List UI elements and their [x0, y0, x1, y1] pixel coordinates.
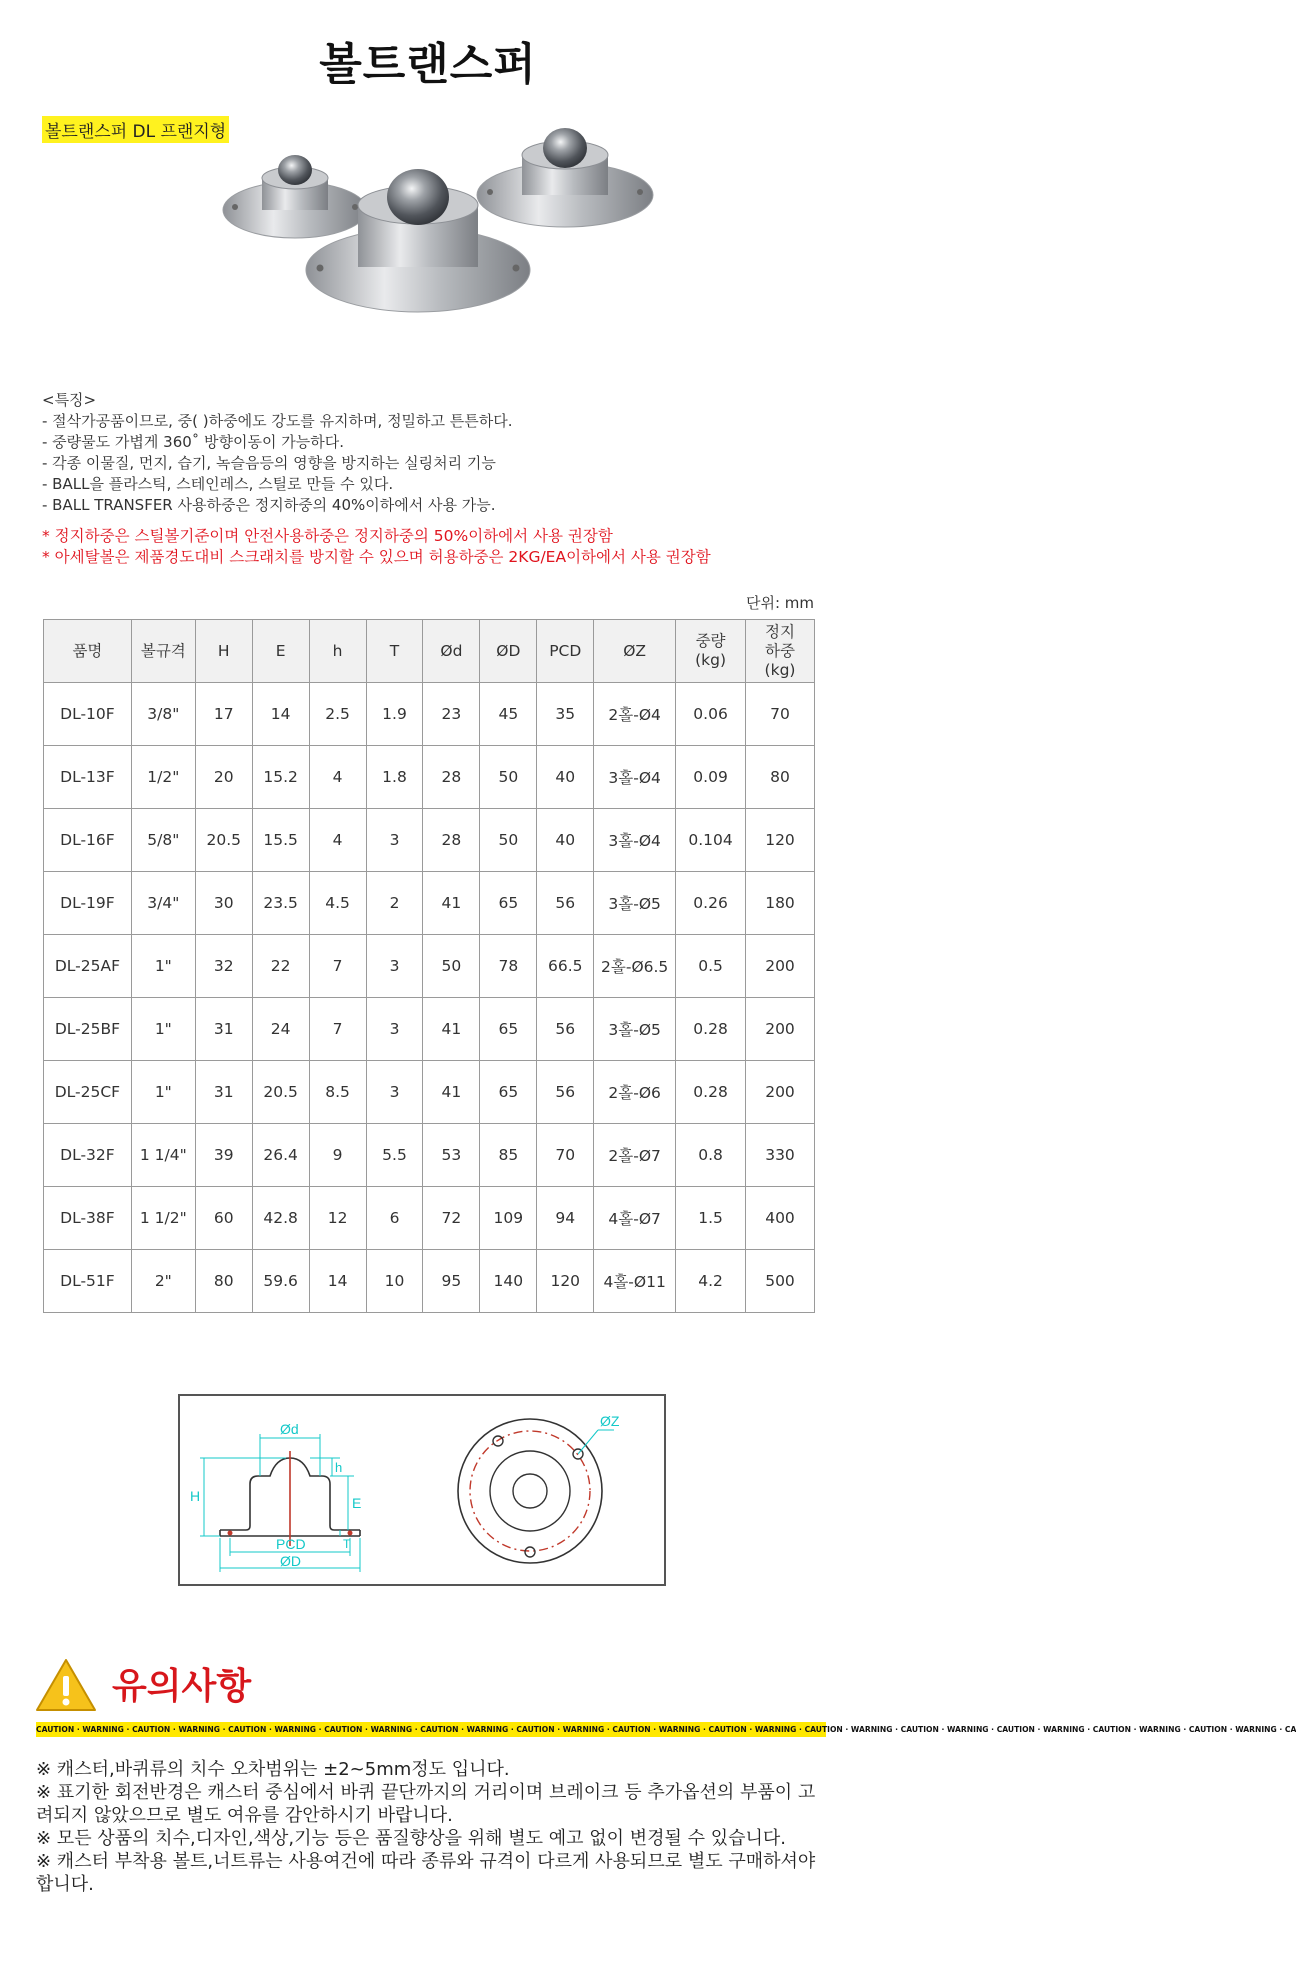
table-cell: 56 [537, 872, 594, 935]
table-cell: DL-51F [44, 1250, 132, 1313]
table-cell: 0.8 [676, 1124, 746, 1187]
dimension-diagram [178, 1394, 666, 1586]
product-subtitle: 볼트랜스퍼 DL 프랜지형 [42, 116, 229, 143]
table-cell: 1 1/2" [131, 1187, 195, 1250]
table-cell: 50 [480, 809, 537, 872]
table-cell: 42.8 [252, 1187, 309, 1250]
table-cell: DL-10F [44, 683, 132, 746]
table-cell: 66.5 [537, 935, 594, 998]
table-row [44, 1124, 815, 1187]
table-row [44, 1250, 815, 1313]
warning-triangle-icon [34, 1656, 98, 1714]
table-cell: DL-38F [44, 1187, 132, 1250]
table-cell: 200 [746, 998, 815, 1061]
table-cell: 4 [309, 809, 366, 872]
table-cell: 9 [309, 1124, 366, 1187]
table-cell: 39 [195, 1124, 252, 1187]
table-cell: 23 [423, 683, 480, 746]
table-header-row [44, 620, 815, 683]
table-cell: 1/2" [131, 746, 195, 809]
feature-item: - 중량물도 가볍게 360˚ 방향이동이 가능하다. [42, 433, 344, 451]
table-cell: 85 [480, 1124, 537, 1187]
table-cell: 40 [537, 809, 594, 872]
table-cell: 41 [423, 1061, 480, 1124]
unit-label: 단위: mm [745, 594, 814, 612]
table-cell: 45 [480, 683, 537, 746]
table-cell: 41 [423, 998, 480, 1061]
table-cell: 1.9 [366, 683, 423, 746]
table-cell: 200 [746, 935, 815, 998]
table-header-cell: H [195, 620, 252, 683]
table-cell: 400 [746, 1187, 815, 1250]
features-heading: <특징> [42, 391, 97, 409]
table-cell: 65 [480, 1061, 537, 1124]
spec-table [43, 619, 815, 1313]
table-cell: 1.8 [366, 746, 423, 809]
table-cell: 3홀-Ø5 [594, 998, 676, 1061]
table-cell: 3 [366, 935, 423, 998]
table-cell: 1.5 [676, 1187, 746, 1250]
table-cell: 4홀-Ø7 [594, 1187, 676, 1250]
notice-item: ※ 모든 상품의 치수,디자인,색상,기능 등은 품질향상을 위해 별도 예고 없이 변경될 수 있습니다. [36, 1828, 786, 1849]
table-cell: 80 [746, 746, 815, 809]
table-cell: 95 [423, 1250, 480, 1313]
page-title: 볼트랜스퍼 [319, 39, 537, 90]
table-cell: 4홀-Ø11 [594, 1250, 676, 1313]
table-cell: 120 [746, 809, 815, 872]
label-H: H [190, 1488, 201, 1504]
top-view [458, 1419, 614, 1563]
label-Z: ØZ [600, 1413, 620, 1429]
table-cell: 3 [366, 809, 423, 872]
table-cell: 17 [195, 683, 252, 746]
table-cell: 4 [309, 746, 366, 809]
table-cell: 20 [195, 746, 252, 809]
table-cell: 56 [537, 1061, 594, 1124]
table-cell: 15.2 [252, 746, 309, 809]
table-cell: DL-13F [44, 746, 132, 809]
table-cell: 120 [537, 1250, 594, 1313]
table-cell: 31 [195, 1061, 252, 1124]
table-cell: 4.2 [676, 1250, 746, 1313]
feature-item: - 각종 이물질, 먼지, 습기, 녹슬음등의 영향을 방지하는 실링처리 기능 [42, 454, 496, 472]
table-cell: 20.5 [252, 1061, 309, 1124]
table-cell: 7 [309, 935, 366, 998]
table-row [44, 683, 815, 746]
table-cell: 28 [423, 809, 480, 872]
table-row [44, 998, 815, 1061]
table-header-cell: 품명 [44, 620, 132, 683]
table-cell: DL-32F [44, 1124, 132, 1187]
label-d: Ød [280, 1421, 299, 1437]
table-header-cell: E [252, 620, 309, 683]
table-cell: 0.09 [676, 746, 746, 809]
table-cell: 2홀-Ø6.5 [594, 935, 676, 998]
table-cell: 500 [746, 1250, 815, 1313]
table-cell: 3 [366, 1061, 423, 1124]
table-cell: 32 [195, 935, 252, 998]
table-cell: 180 [746, 872, 815, 935]
table-cell: 2홀-Ø7 [594, 1124, 676, 1187]
table-cell: 40 [537, 746, 594, 809]
notice-item: ※ 캐스터,바퀴류의 치수 오차범위는 ±2~5mm정도 입니다. [36, 1759, 510, 1780]
label-E: E [352, 1495, 362, 1511]
label-h: h [335, 1460, 343, 1475]
table-cell: 0.26 [676, 872, 746, 935]
table-cell: 53 [423, 1124, 480, 1187]
table-cell: 3 [366, 998, 423, 1061]
label-PCD: PCD [276, 1536, 306, 1552]
table-cell: 35 [537, 683, 594, 746]
table-header-cell: ØZ [594, 620, 676, 683]
table-cell: 1" [131, 935, 195, 998]
table-cell: 200 [746, 1061, 815, 1124]
table-header-cell: Ød [423, 620, 480, 683]
table-cell: 1" [131, 998, 195, 1061]
table-body [44, 683, 815, 1313]
table-cell: 60 [195, 1187, 252, 1250]
table-cell: 31 [195, 998, 252, 1061]
table-cell: 41 [423, 872, 480, 935]
table-row [44, 935, 815, 998]
table-header-cell: PCD [537, 620, 594, 683]
table-header-cell: ØD [480, 620, 537, 683]
table-cell: 59.6 [252, 1250, 309, 1313]
table-cell: 65 [480, 998, 537, 1061]
table-cell: 7 [309, 998, 366, 1061]
feature-item: - 절삭가공품이므로, 중( )하중에도 강도를 유지하며, 정밀하고 튼튼하다. [42, 412, 513, 430]
table-cell: DL-16F [44, 809, 132, 872]
table-cell: 10 [366, 1250, 423, 1313]
table-cell: 15.5 [252, 809, 309, 872]
table-cell: 330 [746, 1124, 815, 1187]
table-header-cell: 볼규격 [131, 620, 195, 683]
table-cell: 65 [480, 872, 537, 935]
table-cell: DL-25BF [44, 998, 132, 1061]
table-header-cell: h [309, 620, 366, 683]
caution-stripe: CAUTION · WARNING · CAUTION · WARNING · CAUTION · WARNING · CAUTION · WARNING · CAUTION · WARNING · CAUTION · WARNING · CAUTION · WARNING · CAUTION · WARNING · CAUTION · WARNING · CAUTION · WARNING · CAUTION · WARNING · CAUTION · WARNING · CAUTION · WARNING · CA [36, 1722, 826, 1737]
table-cell: 6 [366, 1187, 423, 1250]
table-cell: 22 [252, 935, 309, 998]
load-note: * 아세탈볼은 제품경도대비 스크래치를 방지할 수 있으며 허용하중은 2KG/EA이하에서 사용 권장함 [42, 548, 711, 566]
table-cell: 3/8" [131, 683, 195, 746]
notice-item: ※ 표기한 회전반경은 캐스터 중심에서 바퀴 끝단까지의 거리이며 브레이크 등 추가옵션의 부품이 고려되지 않았으므로 별도 여유를 감안하시기 바랍니다. [36, 1782, 816, 1826]
table-cell: 24 [252, 998, 309, 1061]
label-T: T [343, 1537, 351, 1551]
table-cell: 1" [131, 1061, 195, 1124]
table-cell: 72 [423, 1187, 480, 1250]
feature-item: - BALL을 플라스틱, 스테인레스, 스틸로 만들 수 있다. [42, 475, 394, 493]
table-cell: 140 [480, 1250, 537, 1313]
product-photo [200, 150, 680, 430]
table-cell: 23.5 [252, 872, 309, 935]
table-cell: 28 [423, 746, 480, 809]
table-row [44, 872, 815, 935]
table-cell: 1 1/4" [131, 1124, 195, 1187]
load-note: * 정지하중은 스틸볼기준이며 안전사용하중은 정지하중의 50%이하에서 사용 권장함 [42, 527, 613, 545]
warning-title: 유의사항 [112, 1666, 252, 1707]
table-header-cell: T [366, 620, 423, 683]
table-cell: 56 [537, 998, 594, 1061]
table-cell: 4.5 [309, 872, 366, 935]
table-cell: 50 [480, 746, 537, 809]
table-row [44, 809, 815, 872]
table-row [44, 746, 815, 809]
table-row [44, 1061, 815, 1124]
notice-item: ※ 캐스터 부착용 볼트,너트류는 사용여건에 따라 종류와 규격이 다르게 사용되므로 별도 구매하셔야 합니다. [36, 1851, 816, 1895]
table-cell: 2홀-Ø4 [594, 683, 676, 746]
table-cell: DL-25CF [44, 1061, 132, 1124]
feature-item: - BALL TRANSFER 사용하중은 정지하중의 40%이하에서 사용 가능. [42, 496, 496, 514]
table-cell: 12 [309, 1187, 366, 1250]
table-cell: 3홀-Ø4 [594, 809, 676, 872]
table-cell: 50 [423, 935, 480, 998]
table-cell: 8.5 [309, 1061, 366, 1124]
table-cell: DL-19F [44, 872, 132, 935]
notices-list [36, 1758, 826, 1896]
table-cell: 14 [252, 683, 309, 746]
table-cell: 20.5 [195, 809, 252, 872]
table-header-cell: 중량 (kg) [676, 620, 746, 683]
table-cell: 2홀-Ø6 [594, 1061, 676, 1124]
table-cell: DL-25AF [44, 935, 132, 998]
table-cell: 109 [480, 1187, 537, 1250]
table-cell: 94 [537, 1187, 594, 1250]
table-row [44, 1187, 815, 1250]
table-cell: 80 [195, 1250, 252, 1313]
table-cell: 3/4" [131, 872, 195, 935]
label-D: ØD [280, 1553, 301, 1569]
features-section [42, 390, 513, 516]
table-cell: 14 [309, 1250, 366, 1313]
table-cell: 0.28 [676, 998, 746, 1061]
table-cell: 3홀-Ø4 [594, 746, 676, 809]
table-cell: 2 [366, 872, 423, 935]
table-header-cell: 정지 하중 (kg) [746, 620, 815, 683]
table-cell: 3홀-Ø5 [594, 872, 676, 935]
table-cell: 5.5 [366, 1124, 423, 1187]
load-notes [42, 526, 711, 568]
table-cell: 0.5 [676, 935, 746, 998]
table-cell: 2" [131, 1250, 195, 1313]
table-cell: 70 [537, 1124, 594, 1187]
table-cell: 2.5 [309, 683, 366, 746]
table-cell: 70 [746, 683, 815, 746]
table-cell: 0.28 [676, 1061, 746, 1124]
table-cell: 5/8" [131, 809, 195, 872]
table-cell: 0.06 [676, 683, 746, 746]
table-cell: 0.104 [676, 809, 746, 872]
table-cell: 30 [195, 872, 252, 935]
table-cell: 78 [480, 935, 537, 998]
table-cell: 26.4 [252, 1124, 309, 1187]
